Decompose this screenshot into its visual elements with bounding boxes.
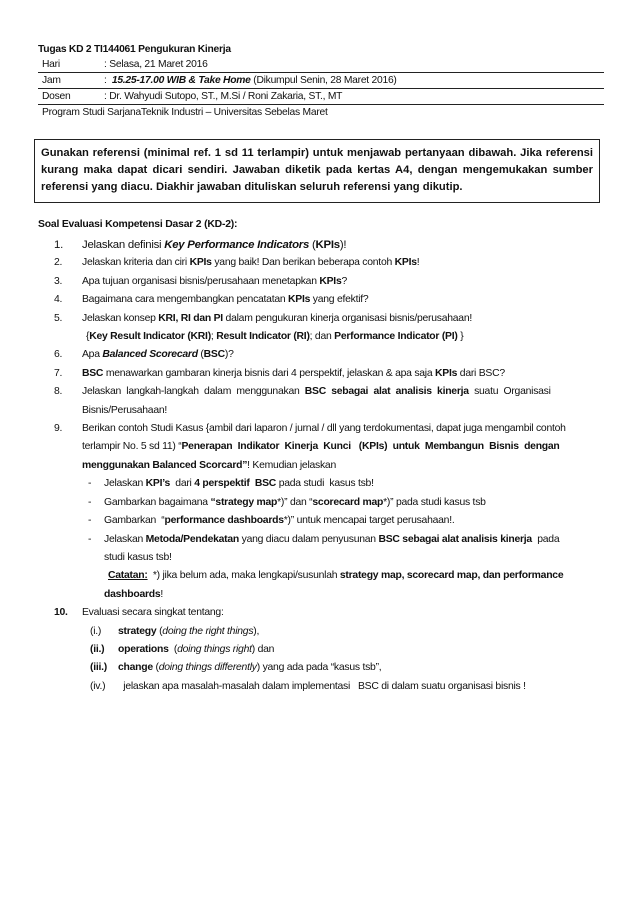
question-8: 8. Jelaskan langkah-langkah dalam menggunakan BSC sebagai alat analisis kinerja suatu Organisasi — [54, 386, 551, 398]
jam-label: Jam — [42, 75, 61, 86]
program-label: Program Studi SarjanaTeknik Industri – Universitas Sebelas Maret — [42, 107, 328, 118]
question-9: 9. Berikan contoh Studi Kasus {ambil dari laparon / jurnal / dll yang terdokumentasi, dapat juga mengambil contoh — [54, 423, 566, 435]
question-9-line-2: terlampir No. 5 sd 11) “Penerapan Indikator Kinerja Kunci (KPIs) untuk Membangun Bisnis dengan — [82, 441, 560, 453]
question-5-definitions: {Key Result Indicator (KRI); Result Indicator (RI); dan Performance Indicator (PI) } — [86, 331, 464, 343]
dosen-label: Dosen — [42, 91, 71, 102]
question-9-note-cont: dashboards! — [104, 588, 164, 600]
question-10-item-2: (ii.) operations (doing things right) dan — [90, 643, 275, 655]
question-9-sub-4-cont: studi kasus tsb! — [104, 551, 172, 563]
question-3: 3. Apa tujuan organisasi bisnis/perusahaan menetapkan KPIs? — [54, 275, 348, 287]
section-title: Soal Evaluasi Kompetensi Dasar 2 (KD-2): — [38, 219, 238, 230]
question-2: 2. Jelaskan kriteria dan ciri KPIs yang baik! Dan berikan beberapa contoh KPIs! — [54, 257, 420, 269]
hari-label: Hari — [42, 59, 60, 70]
question-10-item-4: (iv.) jelaskan apa masalah-masalah dalam implementasi BSC di dalam suatu organisasi bisnis ! — [90, 680, 526, 692]
question-9-line-3: menggunakan Balanced Scorcard”! Kemudian jelaskan — [82, 459, 336, 471]
course-title: Tugas KD 2 TI144061 Pengukuran Kinerja — [38, 44, 231, 55]
question-list — [38, 236, 604, 696]
question-9-sub-3: - Gambarkan “performance dashboards*)” untuk mencapai target perusahaan!. — [88, 515, 455, 527]
hari-value: : Selasa, 21 Maret 2016 — [104, 59, 208, 70]
header-jam-row — [38, 73, 604, 89]
header-course-row — [38, 42, 604, 57]
question-9-sub-4: - Jelaskan Metoda/Pendekatan yang diacu dalam penyusunan BSC sebagai alat analisis kinerja pada — [88, 533, 560, 545]
assignment-header — [38, 42, 604, 120]
question-7: 7. BSC menawarkan gambaran kinerja bisnis dari 4 perspektif, jelaskan & apa saja KPIs dari BSC? — [54, 367, 505, 379]
question-6: 6. Apa Balanced Scorecard (BSC)? — [54, 349, 234, 361]
header-hari-row — [38, 57, 604, 73]
instruction-box: Gunakan referensi (minimal ref. 1 sd 11 terlampir) untuk menjawab pertanyaan dibawah. Jika referensi kurang maka dapat dicari sendiri. Jawaban diketik pada kertas A4, dengan mengemukakan sumber referensi yang diacu. Diakhir jawaban dituliskan seluruh referensi yang dikutip. — [34, 139, 600, 203]
question-9-note: Catatan: *) jika belum ada, maka lengkapi/susunlah strategy map, scorecard map, dan performance — [108, 570, 564, 582]
question-9-sub-1: - Jelaskan KPI’s dari 4 perspektif BSC pada studi kasus tsb! — [88, 478, 374, 490]
header-dosen-row — [38, 89, 604, 105]
dosen-value: : Dr. Wahyudi Sutopo, ST., M.Si / Roni Zakaria, ST., MT — [104, 91, 343, 102]
header-program-row — [38, 105, 604, 120]
question-4: 4. Bagaimana cara mengembangkan pencatatan KPIs yang efektif? — [54, 294, 369, 306]
question-1: 1. Jelaskan definisi Key Performance Indicators (KPIs)! — [54, 239, 347, 251]
question-8-cont: Bisnis/Perusahaan! — [82, 404, 168, 416]
question-10: 10. Evaluasi secara singkat tentang: — [54, 607, 224, 619]
question-9-sub-2: - Gambarkan bagaimana “strategy map*)” dan “scorecard map*)” pada studi kasus tsb — [88, 496, 486, 508]
question-5: 5. Jelaskan konsep KRI, RI dan PI dalam pengukuran kinerja organisasi bisnis/perusahaan! — [54, 312, 472, 324]
question-10-item-3: (iii.) change (doing things differently) yang ada pada “kasus tsb”, — [90, 662, 382, 674]
jam-value: : 15.25-17.00 WIB & Take Home (Dikumpul Senin, 28 Maret 2016) — [104, 75, 397, 86]
question-10-item-1: (i.) strategy (doing the right things), — [90, 625, 260, 637]
